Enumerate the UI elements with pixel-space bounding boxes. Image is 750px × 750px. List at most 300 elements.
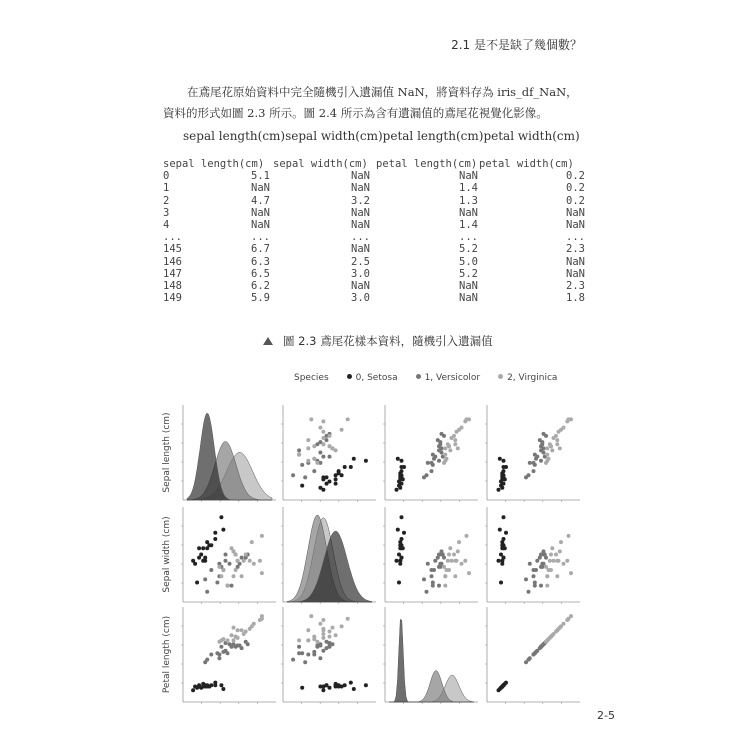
scatter-point [197, 556, 201, 560]
scatter-point [250, 540, 254, 544]
table-header-cell: petal width(cm) [479, 158, 574, 170]
scatter-point [309, 417, 313, 421]
scatter-point [312, 635, 316, 639]
scatter-point [426, 562, 430, 566]
table-cell: ... [251, 231, 270, 244]
scatter-point [205, 540, 209, 544]
scatter-point [340, 428, 344, 432]
scatter-point [559, 540, 563, 544]
table-cell: 2 [163, 194, 170, 207]
scatter-point [534, 568, 538, 572]
table-cell: 0.2 [566, 182, 585, 195]
scatter-point [334, 633, 338, 637]
scatter-point [545, 574, 549, 578]
scatter-point [400, 543, 404, 547]
scatter-point [545, 453, 549, 457]
scatter-point [221, 568, 225, 572]
table-cell: 147 [163, 267, 182, 280]
scatter-point [502, 469, 506, 473]
scatter-point [321, 488, 325, 492]
table-cell: NaN [251, 182, 270, 195]
legend-item [498, 373, 557, 383]
scatter-point [431, 584, 435, 588]
scatter-point [240, 574, 244, 578]
scatter-point [258, 559, 262, 563]
scatter-point [528, 562, 532, 566]
scatter-point [240, 646, 244, 650]
scatter-point [442, 461, 446, 465]
scatter-point [291, 658, 295, 662]
scatter-point [443, 453, 447, 457]
table-cell: NaN [459, 206, 478, 219]
scatter-point [209, 683, 213, 687]
caption-text: 圖 2.3 鳶尾花樣本資料，隨機引入遺漏值 [283, 334, 493, 348]
scatter-point [219, 574, 223, 578]
scatter-point [430, 461, 434, 465]
scatter-point [502, 537, 506, 541]
scatter-point [364, 683, 368, 687]
scatter-point [191, 688, 195, 692]
scatter-point [396, 457, 400, 461]
scatter-point [300, 484, 304, 488]
table-cell: 6.3 [251, 255, 270, 268]
scatter-point [558, 446, 562, 450]
legend-marker [347, 374, 352, 379]
scatter-point [569, 417, 573, 421]
scatter-point [230, 546, 234, 550]
scatter-point [443, 446, 447, 450]
scatter-point [432, 568, 436, 572]
scatter-point [446, 559, 450, 563]
scatter-point [527, 590, 531, 594]
scatter-point [426, 461, 430, 465]
body-paragraph [163, 82, 593, 124]
scatter-point [431, 453, 435, 457]
scatter-point [346, 417, 350, 421]
scatter-point [321, 636, 325, 640]
table-cell: 3.0 [351, 292, 370, 305]
scatter-point [260, 534, 264, 538]
scatter-point [465, 534, 469, 538]
scatter-point [244, 630, 248, 634]
scatter-point [201, 546, 205, 550]
scatter-point [443, 574, 447, 578]
scatter-point [548, 442, 552, 446]
y-axis-label: Sepal width (cm) [162, 516, 172, 593]
scatter-point [297, 448, 301, 452]
scatter-point [569, 614, 573, 618]
scatter-point [343, 465, 347, 469]
scatter-point [312, 650, 316, 654]
scatter-point [242, 559, 246, 563]
scatter-point [544, 461, 548, 465]
scatter-point [502, 459, 506, 463]
table-cell: 4 [163, 218, 170, 231]
scatter-point [542, 562, 546, 566]
scatter-point [558, 549, 562, 553]
table-cell: 3.2 [351, 194, 370, 207]
table-cell: NaN [251, 206, 270, 219]
scatter-point [352, 687, 356, 691]
table-cell: NaN [459, 170, 478, 183]
table-cell: NaN [351, 243, 370, 256]
scatter-point [252, 562, 256, 566]
scatter-point [432, 457, 436, 461]
scatter-point [433, 559, 437, 563]
scatter-point [321, 649, 325, 653]
scatter-point [291, 473, 295, 477]
paragraph-line: 在鳶尾花原始資料中完全隨機引入遺漏值 NaN，將資料存為 iris_df_NaN， [187, 85, 578, 99]
scatter-point [436, 556, 440, 560]
scatter-point [533, 584, 537, 588]
scatter-point [328, 455, 332, 459]
scatter-point [219, 645, 223, 649]
scatter-point [340, 473, 344, 477]
table-cell: NaN [566, 218, 585, 231]
scatter-point [232, 626, 236, 630]
scatter-point [205, 546, 209, 550]
scatter-point [396, 528, 400, 532]
legend-title: Species [294, 373, 329, 383]
scatter-point [230, 584, 234, 588]
scatter-point [325, 646, 329, 650]
scatter-point [436, 438, 440, 442]
scatter-point [306, 638, 310, 642]
table-cell: 6.5 [251, 267, 270, 280]
scatter-point [217, 565, 221, 569]
scatter-point [397, 484, 401, 488]
scatter-point [398, 477, 402, 481]
table-cell: 5.9 [251, 292, 270, 305]
scatter-point [400, 537, 404, 541]
scatter-point [226, 638, 230, 642]
scatter-point [422, 577, 426, 581]
scatter-point [450, 559, 454, 563]
scatter-point [226, 651, 230, 655]
scatter-point [453, 574, 457, 578]
scatter-point [554, 630, 558, 634]
scatter-point [213, 683, 217, 687]
scatter-point [499, 553, 503, 557]
legend-marker [416, 374, 421, 379]
scatter-point [447, 553, 451, 557]
scatter-point [539, 645, 543, 649]
scatter-point [497, 559, 501, 563]
scatter-point [234, 568, 238, 572]
scatter-point [297, 453, 301, 457]
scatter-point [430, 469, 434, 473]
table-cell: ... [351, 231, 370, 244]
y-axis-label: Sepal length (cm) [162, 412, 172, 493]
table-cell: 6.2 [251, 279, 270, 292]
scatter-point [453, 442, 457, 446]
scatter-point [437, 448, 441, 452]
table-cell: NaN [351, 279, 370, 292]
chart-legend [294, 373, 575, 383]
scatter-point [400, 465, 404, 469]
table-cell: 149 [163, 292, 182, 305]
table-cell: 3 [163, 206, 170, 219]
page-number: 2-5 [597, 709, 615, 722]
scatter-point [453, 438, 457, 442]
scatter-point [456, 446, 460, 450]
scatter-point [321, 632, 325, 636]
paragraph-line: 資料的形式如圖 2.3 所示。圖 2.4 所示為含有遺漏值的鳶尾花視覺化影像。 [163, 106, 548, 120]
table-cell: NaN [566, 206, 585, 219]
scatter-point [217, 640, 221, 644]
scatter-point [321, 618, 325, 622]
figure-caption [263, 333, 493, 349]
scatter-point [306, 628, 310, 632]
table-cell: 4.7 [251, 194, 270, 207]
scatter-point [306, 459, 310, 463]
scatter-point [191, 559, 195, 563]
scatter-point [328, 434, 332, 438]
table-header-cell: sepal width(cm) [273, 158, 368, 170]
scatter-point [318, 622, 322, 626]
scatter-point [498, 528, 502, 532]
table-cell: 145 [163, 243, 182, 256]
table-cell: 5.2 [459, 243, 478, 256]
scatter-point [201, 559, 205, 563]
triangle-icon [263, 337, 273, 345]
table-cell: NaN [351, 182, 370, 195]
table-cell: 146 [163, 255, 182, 268]
scatter-point [306, 446, 310, 450]
table-header-cell: sepal length(cm) [163, 158, 265, 170]
scatter-point [349, 681, 353, 685]
scatter-point [224, 553, 228, 557]
scatter-point [497, 488, 501, 492]
scatter-point [236, 636, 240, 640]
scatter-point [544, 434, 548, 438]
scatter-point [555, 438, 559, 442]
scatter-point [562, 562, 566, 566]
table-cell: 1.4 [459, 182, 478, 195]
scatter-point [559, 428, 563, 432]
legend-item [416, 373, 481, 383]
scatter-point [297, 651, 301, 655]
scatter-point [306, 653, 310, 657]
scatter-point [500, 477, 504, 481]
scatter-point [321, 442, 325, 446]
scatter-point [209, 568, 213, 572]
table-cell: 0.2 [566, 170, 585, 183]
scatter-point [448, 448, 452, 452]
scatter-point [539, 448, 543, 452]
scatter-point [527, 473, 531, 477]
scatter-point [442, 565, 446, 569]
table-cell: NaN [251, 218, 270, 231]
scatter-point [321, 688, 325, 692]
scatter-point [205, 658, 209, 662]
table-cell: 2.3 [566, 279, 585, 292]
pairplot-chart [155, 395, 595, 705]
table-cell: 1.3 [459, 194, 478, 207]
scatter-point [498, 457, 502, 461]
scatter-point [321, 436, 325, 440]
scatter-point [334, 473, 338, 477]
scatter-point [318, 426, 322, 430]
scatter-point [195, 581, 199, 585]
scatter-point [457, 540, 461, 544]
scatter-point [437, 459, 441, 463]
scatter-point [297, 645, 301, 649]
table-cell: 6.7 [251, 243, 270, 256]
scatter-point [400, 469, 404, 473]
table-cell: NaN [351, 206, 370, 219]
scatter-point [532, 653, 536, 657]
scatter-point [303, 475, 307, 479]
scatter-point [217, 653, 221, 657]
scatter-point [463, 559, 467, 563]
scatter-point [297, 638, 301, 642]
scatter-point [539, 584, 543, 588]
table-cell: NaN [351, 218, 370, 231]
scatter-point [260, 571, 264, 575]
scatter-point [203, 577, 207, 581]
scatter-point [535, 559, 539, 563]
scatter-point [499, 581, 503, 585]
scatter-point [321, 455, 325, 459]
scatter-point [555, 574, 559, 578]
scatter-point [554, 434, 558, 438]
scatter-point [528, 656, 532, 660]
scatter-point [209, 653, 213, 657]
scatter-point [337, 469, 341, 473]
scatter-point [215, 581, 219, 585]
table-cell: 5.0 [459, 255, 478, 268]
scatter-point [452, 434, 456, 438]
scatter-point [349, 465, 353, 469]
scatter-point [550, 448, 554, 452]
scatter-point [352, 457, 356, 461]
table-cell: 1.8 [566, 292, 585, 305]
scatter-point [230, 645, 234, 649]
scatter-point [312, 457, 316, 461]
table-header-cell: petal length(cm) [376, 158, 478, 170]
scatter-point [528, 461, 532, 465]
scatter-point [250, 624, 254, 628]
scatter-point [395, 488, 399, 492]
scatter-point [534, 457, 538, 461]
scatter-point [460, 562, 464, 566]
scatter-point [303, 660, 307, 664]
scatter-point [205, 590, 209, 594]
table-cell: NaN [459, 279, 478, 292]
scatter-point [244, 640, 248, 644]
scatter-point [425, 473, 429, 477]
scatter-point [457, 428, 461, 432]
legend-marker [498, 374, 503, 379]
scatter-point [236, 628, 240, 632]
scatter-point [395, 559, 399, 563]
scatter-point [467, 571, 471, 575]
scatter-point [543, 553, 547, 557]
scatter-point [500, 559, 504, 563]
scatter-point [499, 686, 503, 690]
table-cell: 3.0 [351, 267, 370, 280]
scatter-point [400, 515, 404, 519]
scatter-point [446, 442, 450, 446]
scatter-point [456, 549, 460, 553]
table-cell: NaN [459, 292, 478, 305]
scatter-point [230, 633, 234, 637]
scatter-point [364, 459, 368, 463]
scatter-point [452, 553, 456, 557]
y-axis-label: Petal length (cm) [162, 615, 172, 694]
scatter-point [300, 463, 304, 467]
scatter-point [552, 559, 556, 563]
scatter-point [334, 482, 338, 486]
scatter-point [467, 417, 471, 421]
table-cell: NaN [566, 255, 585, 268]
scatter-point [328, 444, 332, 448]
scatter-point [221, 650, 225, 654]
table-cell: ... [566, 231, 585, 244]
scatter-point [425, 590, 429, 594]
scatter-point [321, 419, 325, 423]
scatter-point [402, 531, 406, 535]
table-cell: ... [163, 231, 182, 244]
scatter-point [499, 484, 503, 488]
scatter-point [232, 574, 236, 578]
scatter-point [559, 624, 563, 628]
scatter-point [312, 469, 316, 473]
table-cell: 1.4 [459, 218, 478, 231]
scatter-point [318, 451, 322, 455]
scatter-point [201, 685, 205, 689]
scatter-point [334, 477, 338, 481]
table-cell: 5.1 [251, 170, 270, 183]
scatter-point [550, 633, 554, 637]
scatter-point [397, 581, 401, 585]
scatter-point [236, 559, 240, 563]
scatter-point [343, 683, 347, 687]
scatter-point [447, 568, 451, 572]
scatter-point [440, 562, 444, 566]
scatter-point [306, 438, 310, 442]
scatter-point [221, 528, 225, 532]
scatter-point [321, 477, 325, 481]
scatter-point [321, 628, 325, 632]
legend-label: 1, Versicolor [424, 373, 481, 383]
scatter-point [325, 482, 329, 486]
scatter-point [234, 553, 238, 557]
legend-label: 2, Virginica [507, 373, 558, 383]
table-cell: 0 [163, 170, 170, 183]
scatter-point [321, 685, 325, 689]
section-header: 2.1 是不是缺了幾個數？ [451, 38, 582, 52]
scatter-point [548, 559, 552, 563]
scatter-point [550, 546, 554, 550]
scatter-point [567, 534, 571, 538]
scatter-point [315, 461, 319, 465]
scatter-point [504, 531, 508, 535]
table-cell: 2.5 [351, 255, 370, 268]
scatter-point [544, 565, 548, 569]
scatter-point [538, 556, 542, 560]
scatter-point [554, 553, 558, 557]
scatter-point [448, 546, 452, 550]
scatter-point [524, 577, 528, 581]
scatter-point [224, 559, 228, 563]
table-cell: NaN [566, 267, 585, 280]
scatter-point [195, 686, 199, 690]
scatter-point [197, 546, 201, 550]
scatter-point [318, 656, 322, 660]
scatter-point [240, 628, 244, 632]
